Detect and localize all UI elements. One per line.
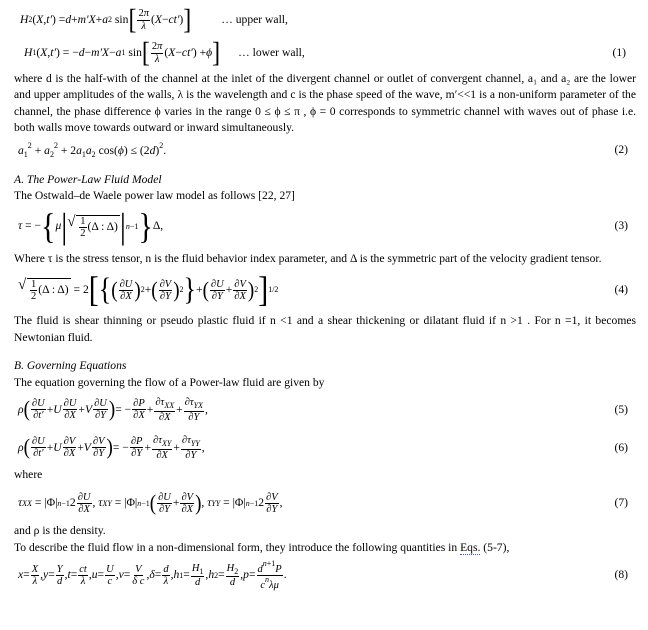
equation-number-4: (4)	[614, 282, 628, 296]
upper-wall-label: … upper wall,	[221, 12, 288, 26]
equation-number-3: (3)	[614, 219, 628, 233]
density-line: and ρ is the density.	[14, 524, 106, 538]
section-b-intro: The equation governing the flow of a Power-law fluid are given by	[14, 375, 325, 389]
equation-number-5: (5)	[614, 402, 628, 416]
equation-number-7: (7)	[614, 496, 628, 510]
paragraph-wall-parameters: where d is the half-with of the channel at the inlet of the divergent channel or outlet of convergent channel, a₁ and a₂ are the lower and upper amplitudes of the walls, λ is the wavelength and c is the phase speed of the wave, m′<<1 is a non-uniform parameter of the channel, the phase difference ϕ varies in the range 0 ≤ ϕ ≤ π , ϕ = 0 corresponds to symmetric channel with waves out of phase i.e. both walls move towards outward or inward simultaneously.	[14, 72, 636, 135]
equation-number-2: (2)	[614, 142, 628, 156]
equation-number-1: (1)	[612, 45, 626, 59]
equation-number-6: (6)	[614, 440, 628, 454]
equation-lower-wall: H 1 ( X , t′ ) = − d − m′X − a 1 sin [ $\frac{2\pi}{\lambda}$ ( X − ct′ ) + ϕ ] … lower wall, (1)	[24, 37, 626, 69]
section-a-title: A. The Power-Law Fluid Model	[14, 172, 162, 186]
section-a-intro: The Ostwald–de Waele power law model as follows [22, 27]	[14, 189, 295, 203]
paragraph-fluid-types: The fluid is shear thinning or pseudo plastic fluid if n <1 and a shear thickening or dilatant fluid if n >1 . For n =1, it becomes Newtonian fluid.	[14, 314, 636, 344]
equation-6: ρ ( $\frac{\partial U}{\partial t'}$ + U $\frac{\partial V}{\partial X}$ + V $\frac{\partial V}{\partial Y}$ ) = − $\frac{\partial P}{\partial Y}$ + $\frac{\partial\tau_{XY}}{\partial X}$ + $\frac{\partial\tau_{YY}}{\partial Y}$ , (6)	[18, 435, 628, 461]
equation-5: ρ ( $\frac{\partial U}{\partial t'}$ + U $\frac{\partial U}{\partial X}$ + V $\frac{\partial U}{\partial Y}$ ) = − $\frac{\partial P}{\partial X}$ + $\frac{\partial\tau_{XX}}{\partial X}$ + $\frac{\partial\tau_{YX}}{\partial Y}$ , (5)	[18, 397, 628, 423]
equation-2: $a_1^2 + a_2^2 + 2a_1a_2$ $\cos(\phi) \le (2d)^2$. (2)	[18, 140, 628, 159]
lower-wall-label: … lower wall,	[238, 45, 305, 59]
paper-page	[14, 4, 636, 594]
equation-7: τ XX = |Φ| n−1 2 $\frac{\partial U}{\partial X}$ , τ XY = |Φ| n−1 ( $\frac{\partial U}{\partial Y}$ + $\frac{\partial V}{\partial X}$ ) , τ YY = |Φ| n−1 2 $\frac{\partial V}{\partial Y}$ , (7)	[18, 491, 628, 516]
equation-4: √ $\frac{1}{2}$ (Δ : Δ) = 2 [ { ( $\frac{\partial U}{\partial X}$ ) 2 + ( $\frac{\partial V}{\partial Y}$ ) 2 } + ( $\frac{\partial U}{\partial Y}$ + $\frac{\partial V}{\partial X}$ ) 2 ] 1/2 (4)	[18, 268, 636, 312]
equation-3: τ = − { μ | √ $\frac{1}{2}$ (Δ : Δ) | n−1 } Δ, (3)	[18, 205, 636, 249]
para4-start: To describe the fluid flow in a non-dimensional form, they introduce the following quantities in	[14, 540, 461, 554]
equation-upper-wall: H 2 ( X , t′ ) = d + m′X + a 2 sin [ $\frac{2\pi}{\lambda}$ ( X − ct′ ) ] … upper wall,	[20, 4, 288, 36]
eqs-reference-link[interactable]: Eqs.	[460, 540, 481, 554]
paragraph-nondimensional	[14, 540, 636, 556]
equation-8: x = $\frac{X}{\lambda}$ , y = $\frac{Y}{d}$ , t = $\frac{ct}{\lambda}$ , u = $\frac{U}{c}$ , v = $\frac{V}{\text{δ c}}$ , δ = $\frac{d}{\lambda}$ , h 1 = $\frac{H_1}{d}$ , h 2 = $\frac{H_2}{d}$ , p = $\frac{d^{n+1}P}{c^n\lambda\mu}$ . (8)	[18, 558, 628, 591]
section-b-title: B. Governing Equations	[14, 359, 127, 373]
where-label: where	[14, 467, 43, 481]
equation-number-8: (8)	[614, 568, 628, 582]
para4-end: (5-7),	[480, 540, 510, 554]
paragraph-stress-tensor: Where τ is the stress tensor, n is the fluid behavior index parameter, and Δ is the symmetric part of the velocity gradient tensor.	[14, 251, 602, 265]
